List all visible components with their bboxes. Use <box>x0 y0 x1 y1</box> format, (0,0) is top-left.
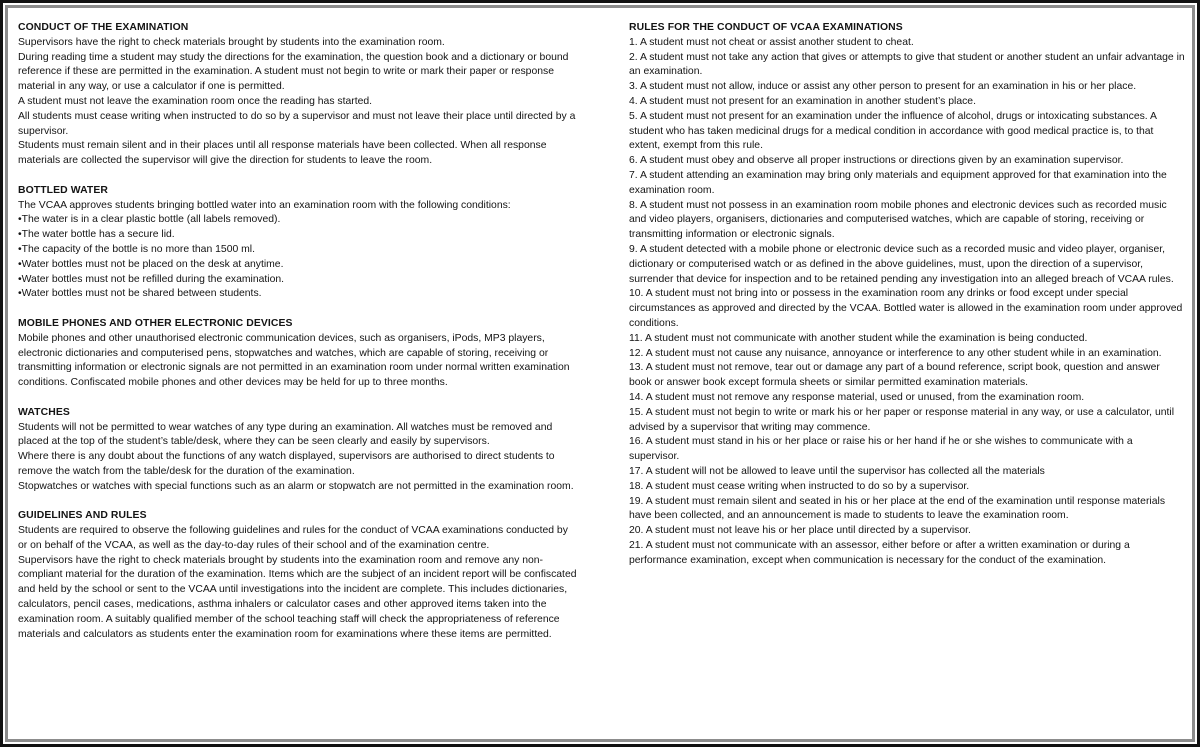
paragraph: During reading time a student may study the directions for the examination, the question book and a dictionary or bound reference if these are permitted in the examination. A student must not begin to write or mark their paper or response material in any way, or use a calculator if one is permitted. <box>18 51 569 93</box>
section-heading: GUIDELINES AND RULES <box>18 510 147 522</box>
left-column <box>18 21 578 657</box>
rule-item: 3. A student must not allow, induce or assist any other person to present for an examination in his or her place. <box>629 81 1137 93</box>
bullet-text: Water bottles must not be placed on the desk at anytime. <box>21 258 284 270</box>
paragraph: The VCAA approves students bringing bottled water into an examination room with the following conditions: <box>18 199 511 211</box>
rule-item: 5. A student must not present for an examination under the influence of alcohol, drugs or intoxicating substances. A student who has taken medicinal drugs for a medical condition in accordance with good medical practice is, to that extent, exempt from this rule. <box>629 110 1157 152</box>
rule-item: 1. A student must not cheat or assist another student to cheat. <box>629 36 914 48</box>
rule-item: 11. A student must not communicate with another student while the examination is being conducted. <box>629 332 1088 344</box>
section-mobile-phones <box>18 317 578 391</box>
bullet-item <box>18 287 578 302</box>
rule-item: 16. A student must stand in his or her place or raise his or her hand if he or she wishes to communicate with a supervisor. <box>629 436 1133 463</box>
rule-item: 13. A student must not remove, tear out or damage any part of a bound reference, script book, question and answer book or answer book except formula sheets or similar permitted examination materials. <box>629 362 1160 389</box>
rule-item: 20. A student must not leave his or her place until directed by a supervisor. <box>629 525 971 537</box>
rule-item: 15. A student must not begin to write or mark his or her paper or response material in any way, or use a calculator, until advised by a supervisor that writing may commence. <box>629 406 1175 433</box>
paragraph: Students will not be permitted to wear watches of any type during an examination. All watches must be removed and placed at the top of the student’s table/desk, where they can be seen clearly and easily by supervisors. <box>18 421 553 448</box>
paragraph: Stopwatches or watches with special functions such as an alarm or stopwatch are not permitted in the examination room. <box>18 480 574 492</box>
section-bottled-water <box>18 184 578 302</box>
rule-item: 18. A student must cease writing when instructed to do so by a supervisor. <box>629 480 970 492</box>
bullet-item <box>18 258 578 273</box>
section-guidelines-and-rules <box>18 509 578 642</box>
paragraph: Where there is any doubt about the functions of any watch displayed, supervisors are authorised to direct students to remove the watch from the table/desk for the duration of the examination. <box>18 451 555 477</box>
paragraph: All students must cease writing when instructed to do so by a supervisor and must not leave their place until directed by a supervisor. <box>18 110 576 137</box>
rule-item: 21. A student must not communicate with an assessor, either before or after a written examination or during a performance examination, except when communication is necessary for the conduct of the examination. <box>629 539 1130 566</box>
section-heading: BOTTLED WATER <box>18 184 108 196</box>
bullet-item <box>18 213 578 228</box>
rule-item: 10. A student must not bring into or possess in the examination room any drinks or food except under special circumstances as approved and directed by the VCAA. Bottled water is allowed in the examination room under approved conditions. <box>629 288 1183 329</box>
rule-item: 7. A student attending an examination may bring only materials and equipment approved for that examination into the examination room. <box>629 169 1167 196</box>
rule-item: 17. A student will not be allowed to leave until the supervisor has collected all the materials <box>629 465 1045 477</box>
rule-item: 12. A student must not cause any nuisance, annoyance or interference to any other student while in an examination. <box>629 347 1162 359</box>
paragraph: Supervisors have the right to check materials brought by students into the examination room and remove any non-compliant material for the duration of the examination. Items which are the subject of an incident report will be confiscated and held by the school or sent to the VCAA until investigations into the incident are complete. This includes dictionaries, calculators, pencil cases, medications, asthma inhalers or calculator cases and other approved items taken into the examination room. A suitably qualified member of the school teaching staff will check the appropriateness of reference materials and calculators as students enter the examination room for examinations where these items are permitted. <box>18 554 577 640</box>
section-watches <box>18 406 578 495</box>
section-heading: CONDUCT OF THE EXAMINATION <box>18 22 189 33</box>
rule-item: 2. A student must not take any action that gives or attempts to give that student or another student an unfair advantage in an examination. <box>629 51 1185 78</box>
rule-item: 4. A student must not present for an examination in another student’s place. <box>629 95 976 107</box>
section-conduct-of-examination <box>18 21 578 169</box>
paragraph: A student must not leave the examination room once the reading has started. <box>18 95 373 107</box>
paragraph: Mobile phones and other unauthorised electronic communication devices, such as organisers, iPods, MP3 players, electronic dictionaries and computerised pens, stopwatches and watches, which are capable of storing, receiving or transmitting information or electronic signals are not permitted in an examination room under normal written examination conditions. Confiscated mobile phones and other devices may be held for up to three months. <box>18 332 570 389</box>
paragraph: Students must remain silent and in their places until all response materials have been collected. When all response materials are collected the supervisor will give the direction for students to leave the room. <box>18 140 547 167</box>
bullet-text: The water is in a clear plastic bottle (all labels removed). <box>21 214 281 226</box>
bullet-item <box>18 273 578 288</box>
rules-heading: RULES FOR THE CONDUCT OF VCAA EXAMINATIONS <box>629 22 903 33</box>
bullet-text: Water bottles must not be refilled during the examination. <box>21 273 285 285</box>
bullet-text: The water bottle has a secure lid. <box>21 229 175 241</box>
bullet-item <box>18 243 578 258</box>
paragraph: Supervisors have the right to check materials brought by students into the examination room. <box>18 36 445 48</box>
bullet-text: The capacity of the bottle is no more than 1500 ml. <box>21 243 255 255</box>
rule-item: 9. A student detected with a mobile phone or electronic device such as a recorded music and video player, organiser, dictionary or computerised watch or as defined in the above guidelines, must, upon the direction of a supervisor, surrender that device for inspection and to be retained pending any investigation into an alleged breach of VCAA rules. <box>629 243 1174 285</box>
rule-item: 19. A student must remain silent and seated in his or her place at the end of the examination until response materials have been collected, and an announcement is made to students to leave the examination room. <box>629 495 1166 522</box>
rule-item: 6. A student must obey and observe all proper instructions or directions given by an examination supervisor. <box>629 155 1124 167</box>
section-heading: MOBILE PHONES AND OTHER ELECTRONIC DEVICES <box>18 317 293 329</box>
right-column <box>629 21 1185 568</box>
bullet-text: Water bottles must not be shared between students. <box>21 288 262 300</box>
rule-item: 8. A student must not possess in an examination room mobile phones and electronic devices such as recorded music and video players, organisers, dictionaries and computerised watches, which are capable of storing, receiving or transmitting information or electronic signals. <box>629 199 1167 241</box>
rule-item: 14. A student must not remove any response material, used or unused, from the examination room. <box>629 391 1085 403</box>
section-heading: WATCHES <box>18 406 70 418</box>
bullet-item <box>18 228 578 243</box>
paragraph: Students are required to observe the following guidelines and rules for the conduct of VCAA examinations conducted by or on behalf of the VCAA, as well as the day-to-day rules of their school and of the examination centre. <box>18 525 568 551</box>
